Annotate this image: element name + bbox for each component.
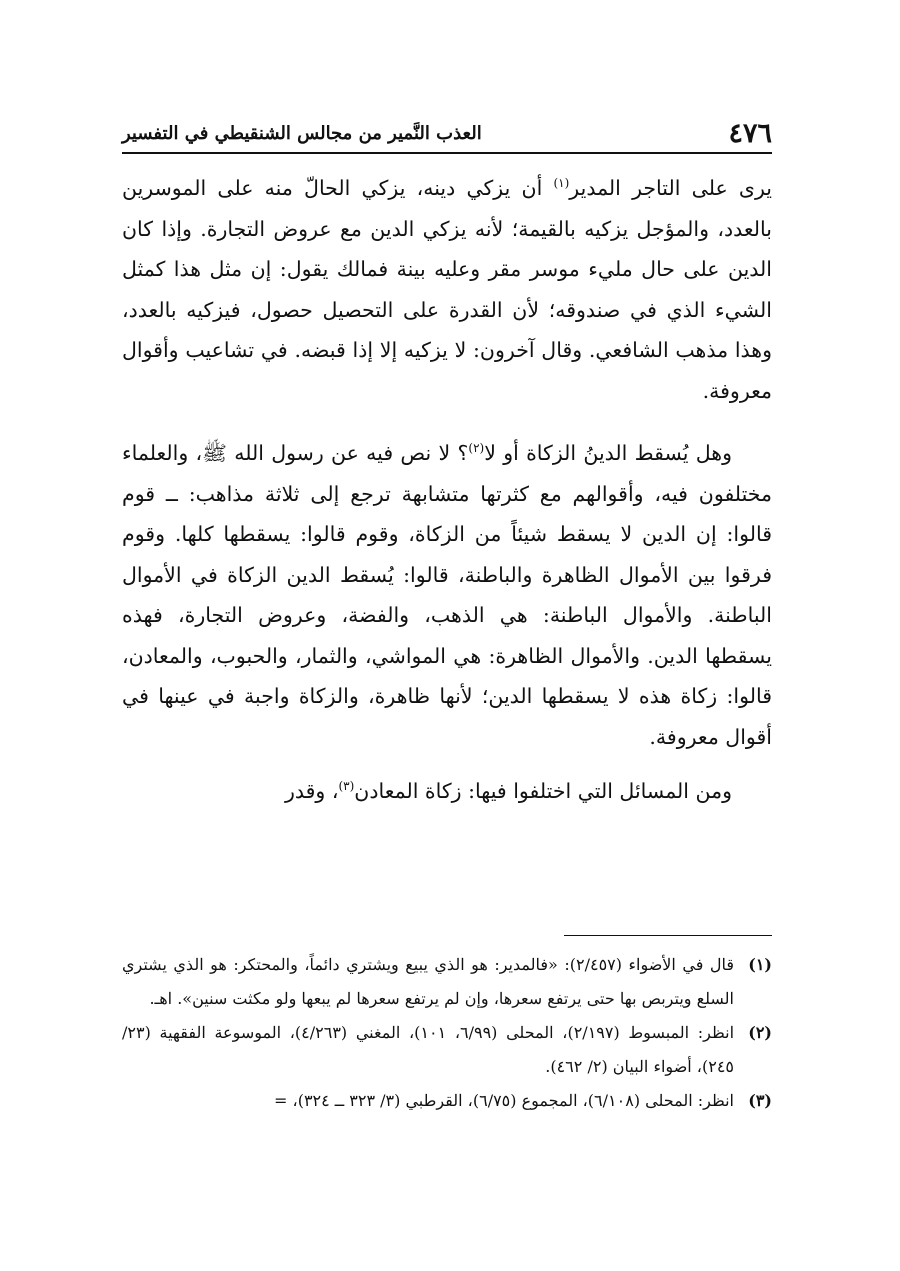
footnote-number: (٣) [748, 1091, 772, 1110]
footnote-text: قال في الأضواء (٢/٤٥٧): «فالمدير: هو الذي يبيع ويشتري دائماً، والمحتكر: هو الذي يشتري السلع ويتربص بها حتى يرتفع سعرها، وإن لم يرتفع سعرها لم يبعها ولو مكثت سنين». اهـ. [122, 955, 735, 1008]
paragraph-3-text: ، وقدر [284, 779, 339, 803]
footnote-2 [122, 1016, 772, 1084]
paragraph-1-text: أن يزكي دينه، يزكي الحالّ منه على الموسرين بالعدد، والمؤجل يزكيه بالقيمة؛ لأنه يزكي الدين مع عروض التجارة. وإذا كان الدين على حال مليء موسر مقر وعليه بينة فمالك يقول: إن مثل هذا كمثل الشيء الذي في صندوقه؛ لأن القدرة على التحصيل حصول، فيزكيه بالعدد، وهذا مذهب الشافعي. وقال آخرون: لا يزكيه إلا إذا قبضه. في تشاعيب وأقوال معروفة. [122, 176, 772, 403]
footnote-ref-3[interactable]: (٣) [338, 779, 355, 794]
paragraph-1-lead: يرى على التاجر المدير [569, 176, 772, 200]
footnote-3 [122, 1084, 772, 1118]
footnote-text: انظر: المحلى (٦/١٠٨)، المجموع (٦/٧٥)، القرطبي (٣/ ٣٢٣ ــ ٣٢٤)، = [274, 1091, 734, 1110]
footnote-ref-2[interactable]: (٢) [468, 441, 485, 456]
paragraph-2-text: ؟ لا نص فيه عن رسول الله ﷺ، والعلماء مختلفون فيه، وأقوالهم مع كثرتها متشابهة ترجع إلى ثلاثة مذاهب: ــ قوم قالوا: إن الدين لا يسقط شيئاً من الزكاة، وقوم قالوا: يسقطها كلها. وقوم فرقوا بين الأموال الظاهرة والباطنة، قالوا: يُسقط الدين الزكاة في الأموال الباطنة. والأموال الباطنة: هي الذهب، والفضة، وعروض التجارة، فهذه يسقطها الدين. والأموال الظاهرة: هي المواشي، والثمار، والحبوب، والمعادن، قالوا: زكاة هذه لا يسقطها الدين؛ لأنها ظاهرة، والزكاة واجبة في عينها في أقوال معروفة. [122, 441, 772, 749]
footnote-text: انظر: المبسوط (٢/١٩٧)، المحلى (٦/٩٩، ١٠١)، المغني (٤/٢٦٣)، الموسوعة الفقهية (٢٣/ ٢٤٥)، أضواء البيان (٢/ ٤٦٢). [122, 1023, 735, 1076]
paragraph-3 [122, 771, 772, 812]
running-title: العذب النَّمير من مجالس الشنقيطي في التفسير [122, 123, 482, 144]
footnotes [122, 948, 772, 1118]
footnote-ref-1[interactable]: (١) [553, 176, 570, 191]
main-text [122, 168, 772, 812]
page-number: ٤٧٦ [728, 118, 772, 149]
paragraph-2-lead: وهل يُسقط الدينُ الزكاة أو لا [484, 441, 732, 465]
footnote-separator [564, 935, 772, 936]
footnote-number: (٢) [748, 1023, 772, 1042]
book-page [122, 0, 772, 1271]
page-header [122, 116, 772, 154]
paragraph-1 [122, 168, 772, 411]
paragraph-2 [122, 433, 772, 757]
footnote-number: (١) [748, 955, 772, 974]
paragraph-3-lead: ومن المسائل التي اختلفوا فيها: زكاة المعادن [354, 779, 732, 803]
footnote-1 [122, 948, 772, 1016]
